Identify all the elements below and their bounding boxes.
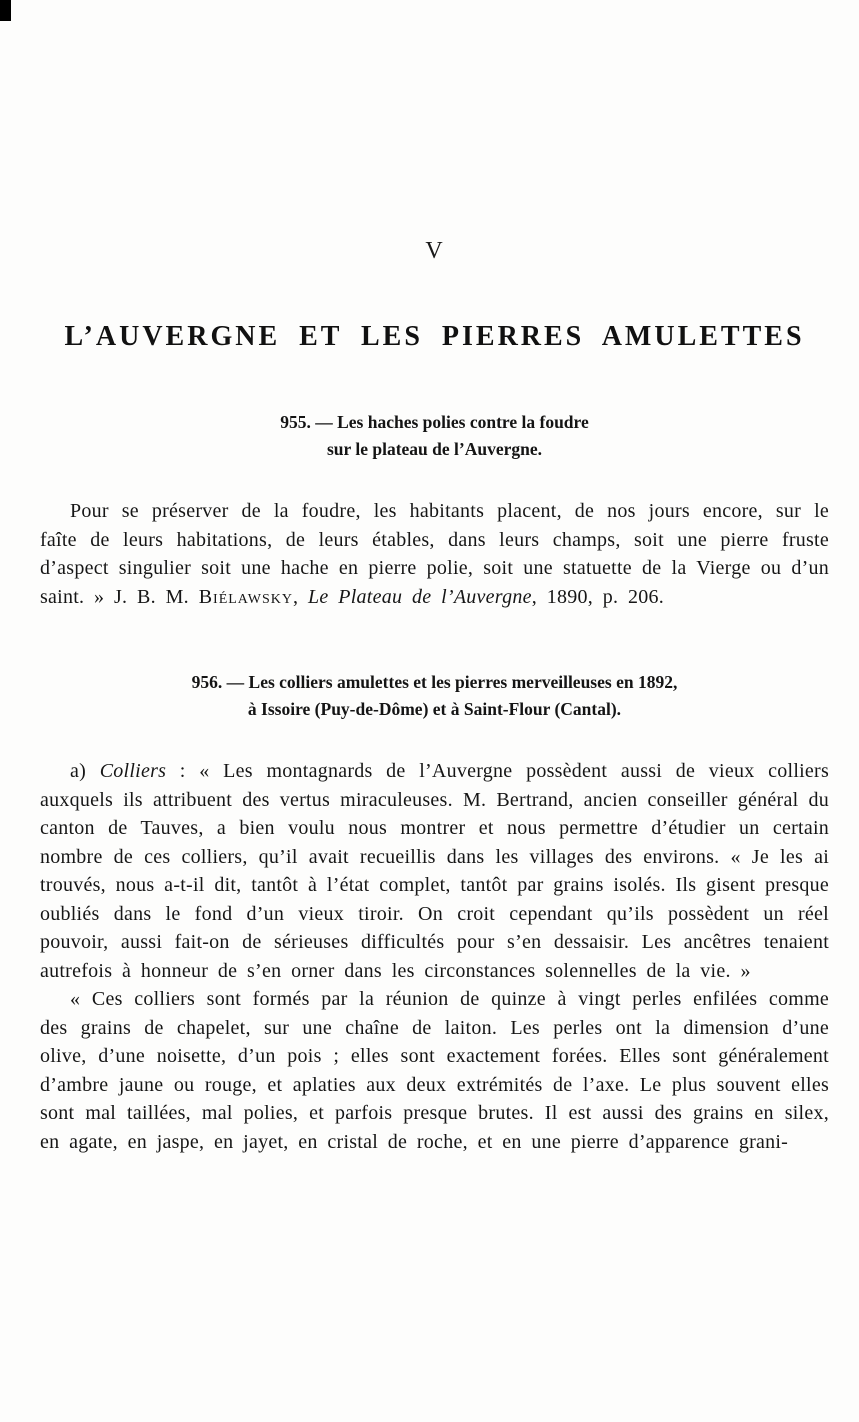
author-name: Biélawsky bbox=[198, 585, 294, 608]
section-955-quotation-text: Pour se préserver de la foudre, les habitants placent, de nos jours encore, sur le faîte de leurs habitations, de leurs étables, dans leurs champs, soit une pierre fruste d’aspect singulier soit une hache en pierre polie, soit une statuette de la Vierge ou d’un saint. » J. B. M. bbox=[40, 500, 829, 608]
chapter-numeral: V bbox=[425, 238, 444, 264]
scan-artifact-mark bbox=[0, 0, 11, 21]
section-955-paragraph bbox=[40, 497, 829, 611]
section-956-heading-line1: 956. — Les colliers amulettes et les pierres merveilleuses en 1892, bbox=[191, 672, 678, 692]
list-item-label: a) bbox=[70, 760, 100, 782]
page-content bbox=[40, 0, 829, 1156]
citation-comma: , bbox=[293, 585, 309, 608]
chapter-title: L’AUVERGNE ET LES PIERRES AMULETTES bbox=[64, 321, 805, 352]
section-955-heading-line1: 955. — Les haches polies contre la foudre bbox=[280, 412, 589, 432]
section-955-heading-line2: sur le plateau de l’Auvergne. bbox=[326, 439, 543, 459]
list-item-title: Colliers bbox=[99, 760, 167, 782]
section-956-heading bbox=[40, 669, 829, 723]
citation-tail: , 1890, p. 206. bbox=[531, 585, 664, 608]
cited-work-title: Le Plateau de l’Auvergne bbox=[308, 585, 532, 608]
section-955-heading bbox=[40, 409, 829, 463]
section-956-heading-line2: à Issoire (Puy-de-Dôme) et à Saint-Flour (Cantal). bbox=[247, 699, 622, 719]
section-956-paragraph-a bbox=[40, 757, 829, 985]
section-956-paragraph-b: « Ces colliers sont formés par la réunion de quinze à vingt perles enfilées comme des grains de chapelet, sur une chaîne de laiton. Les perles ont la dimension d’une olive, d’une noisette, d’un pois ; elles sont exactement forées. Elles sont généralement d’ambre jaune ou rouge, et aplaties aux deux extrémités de l’axe. Le plus souvent elles sont mal taillées, mal polies, et parfois presque brutes. Il est aussi des grains en silex, en agate, en jaspe, en jayet, en cristal de roche, et en une pierre d’apparence grani- bbox=[40, 988, 829, 1153]
section-956-paragraph-a-text: : « Les montagnards de l’Auvergne possèdent aussi de vieux colliers auxquels ils attribuent des vertus miraculeuses. M. Bertrand, ancien conseiller général du canton de Tauves, a bien voulu nous montrer et nous permettre d’étudier un certain nombre de ces colliers, qu’il avait recueillis dans les villages des environs. « Je les ai trouvés, nous a-t-il dit, tantôt à l’état complet, tantôt par grains isolés. Ils gisent presque oubliés dans le fond d’un vieux tiroir. On croit cependant qu’ils possèdent un réel pouvoir, aussi fait-on de sérieuses difficultés pour s’en dessaisir. Les ancêtres tenaient autrefois à honneur de s’en orner dans les circonstances solennelles de la vie. » bbox=[40, 760, 829, 982]
